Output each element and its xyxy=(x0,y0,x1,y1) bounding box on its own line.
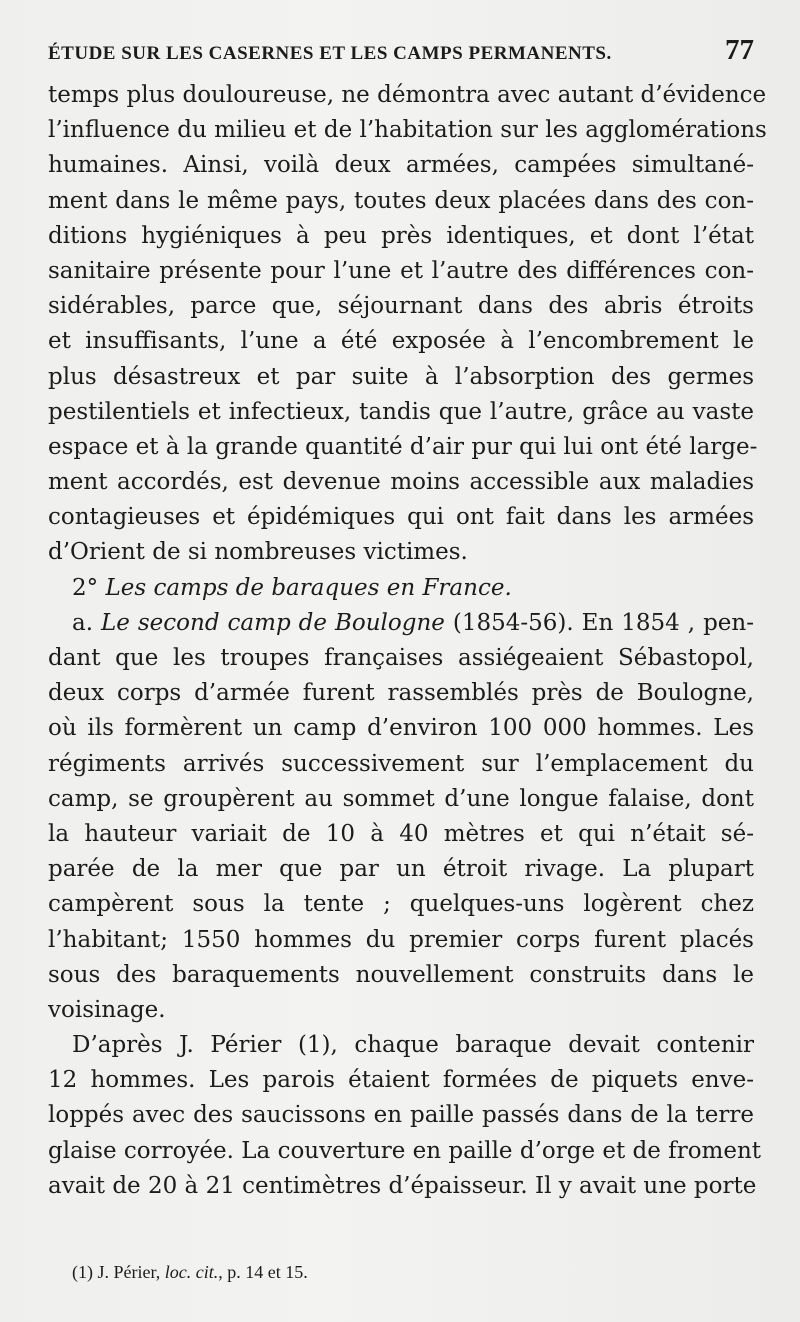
footnote-rest: , p. 14 et 15. xyxy=(218,1262,308,1282)
text-line: espace et à la grande quantité d’air pur qui lui ont été large- xyxy=(48,433,758,460)
text-line: sanitaire présente pour l’une et l’autre des différences con- xyxy=(48,257,754,284)
page-number: 77 xyxy=(725,34,754,66)
text-line: d’Orient de si nombreuses victimes. xyxy=(48,539,468,566)
text-line: l’habitant; 1550 hommes du premier corps furent placés xyxy=(48,926,754,953)
text-line: pestilentiels et infectieux, tandis que l’autre, grâce au vaste xyxy=(48,398,754,425)
subsection-title: Le second camp de Boulogne xyxy=(101,609,445,636)
text-line: sidérables, parce que, séjournant dans des abris étroits xyxy=(48,293,754,320)
text-line: l’influence du milieu et de l’habitation sur les agglomérations xyxy=(48,117,767,144)
subsection-letter: a. xyxy=(72,609,94,636)
footnote-citation: loc. cit. xyxy=(164,1262,219,1282)
text-line: camp, se groupèrent au sommet d’une longue falaise, dont xyxy=(48,785,754,812)
text-line: deux corps d’armée furent rassemblés près de Boulogne, xyxy=(48,680,754,707)
text-line: la hauteur variait de 10 à 40 mètres et qui n’était sé- xyxy=(48,820,754,847)
text-line: contagieuses et épidémiques qui ont fait dans les armées xyxy=(48,504,754,531)
text-line: 12 hommes. Les parois étaient formées de piquets enve- xyxy=(48,1067,754,1094)
text-line: glaise corroyée. La couverture en paille d’orge et de froment xyxy=(48,1137,762,1164)
text-line: D’après J. Périer (1), chaque baraque devait contenir xyxy=(72,1032,754,1059)
body-text xyxy=(48,78,767,1204)
section-number: 2° xyxy=(72,574,99,601)
text-line: régiments arrivés successivement sur l’emplacement du xyxy=(48,750,754,777)
text-line: ment dans le même pays, toutes deux placées dans des con- xyxy=(48,187,754,214)
text-line: loppés avec des saucissons en paille passés dans de la terre xyxy=(48,1102,754,1129)
page-header xyxy=(48,34,754,68)
section-heading xyxy=(48,571,754,606)
text-line: temps plus douloureuse, ne démontra avec autant d’évidence xyxy=(48,82,767,108)
text-line: plus désastreux et par suite à l’absorption des germes xyxy=(48,363,754,390)
subsection-heading-line xyxy=(48,606,754,641)
text-line: humaines. Ainsi, voilà deux armées, campées simultané- xyxy=(48,152,754,179)
text-line: parée de la mer que par un étroit rivage. La plupart xyxy=(48,856,754,883)
text-line: dant que les troupes françaises assiégeaient Sébastopol, xyxy=(48,645,754,671)
text-line: ditions hygiéniques à peu près identiques, et dont l’état xyxy=(48,222,754,249)
running-title: ÉTUDE SUR LES CASERNES ET LES CAMPS PERMANENTS. xyxy=(48,43,612,64)
text-line: campèrent sous la tente ; quelques-uns logèrent chez xyxy=(48,891,754,918)
section-title: Les camps de baraques en France. xyxy=(105,574,512,601)
footnote xyxy=(72,1260,752,1284)
text-line: sous des baraquements nouvellement construits dans le xyxy=(48,961,754,988)
subsection-rest: (1854-56). En 1854 , pen- xyxy=(452,609,754,636)
text-line: où ils formèrent un camp d’environ 100 000 hommes. Les xyxy=(48,715,754,742)
text-line: ment accordés, est devenue moins accessible aux maladies xyxy=(48,469,754,496)
text-line: et insuffisants, l’une a été exposée à l’encombrement le xyxy=(48,328,754,355)
footnote-marker: (1) J. Périer, xyxy=(72,1262,161,1282)
text-line: avait de 20 à 21 centimètres d’épaisseur. Il y avait une porte xyxy=(48,1172,757,1199)
text-line: voisinage. xyxy=(48,996,166,1023)
